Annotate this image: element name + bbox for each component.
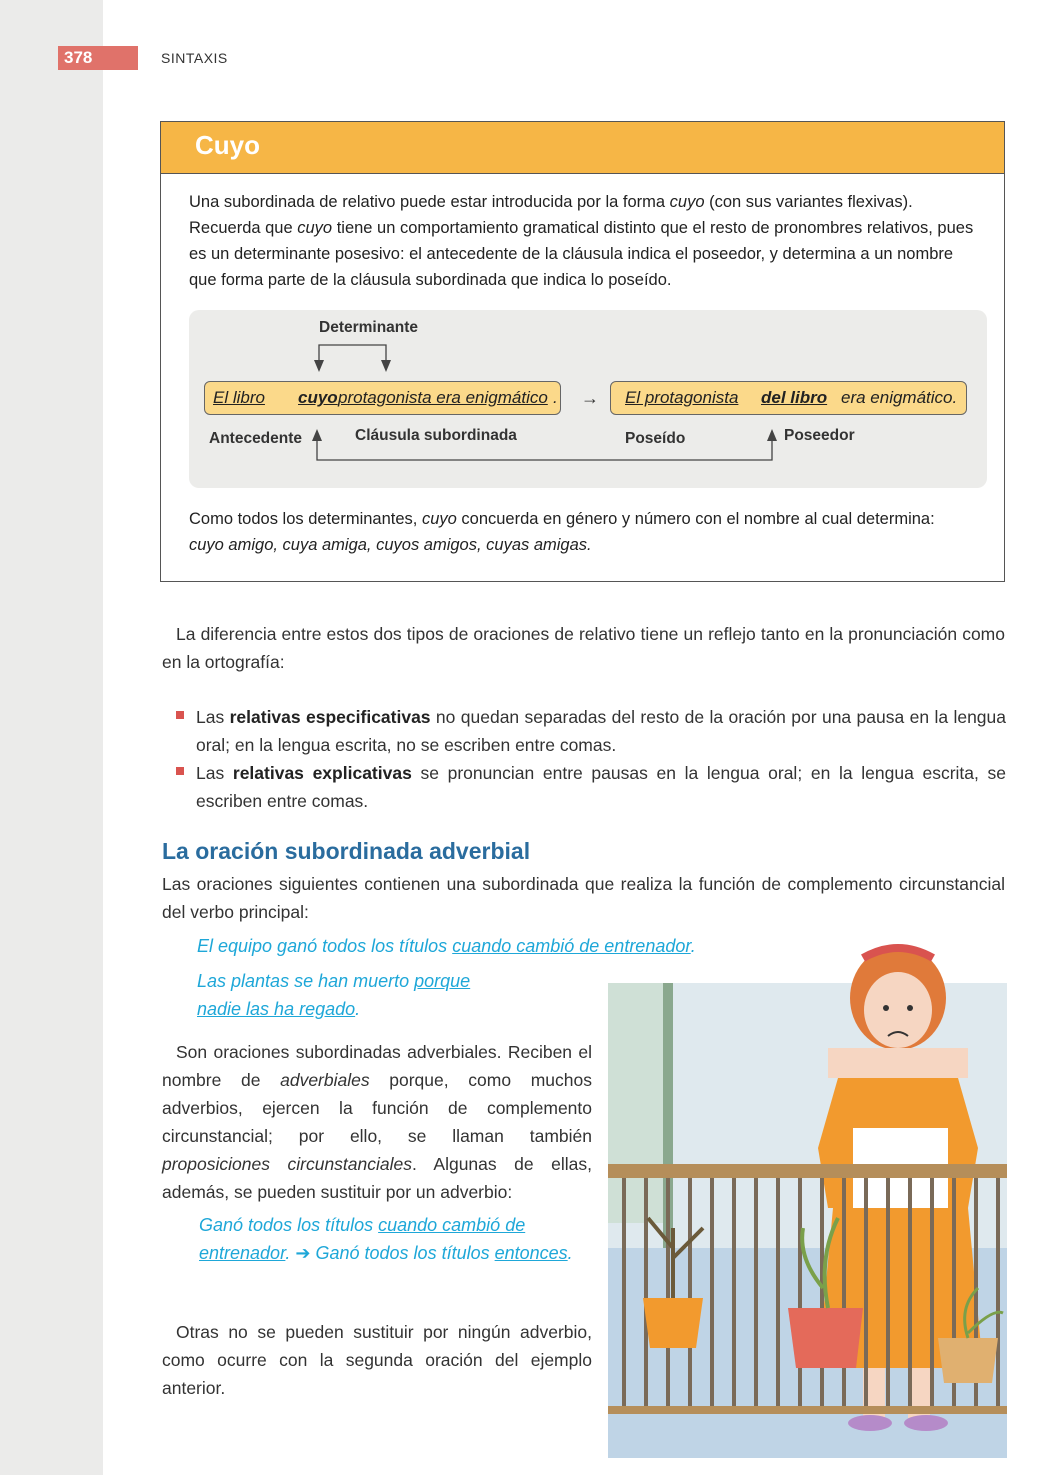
main-clause: Las plantas se han muerto (197, 971, 415, 991)
text-run: no quedan separadas del resto de la oración por una pausa en la lengua oral; en la lengua escrita, no se escriben entre comas. (196, 707, 1007, 755)
main-clause: Ganó todos los títulos (199, 1215, 379, 1235)
label-clausula-subordinada: Cláusula subordinada (355, 427, 517, 444)
bullet-marker (176, 767, 184, 775)
bullet-marker (176, 711, 184, 719)
subordinate-clause: protagonista era enigmático (338, 388, 548, 407)
relative-difference-paragraph: La diferencia entre estos dos tipos de oraciones de relativo tiene un reflejo tanto en la pronunciación como en la ortografía: (162, 624, 1005, 672)
label-poseedor: Poseedor (784, 427, 855, 444)
term-adverbiales: adverbiales (280, 1070, 370, 1090)
adverb-entonces: entonces (494, 1243, 568, 1263)
period: . (553, 388, 558, 407)
example-sentence-3 (199, 1211, 599, 1267)
box-outro-paragraph (189, 506, 979, 558)
label-determinante: Determinante (319, 319, 419, 336)
subordinate-clause: nadie las ha regado (197, 999, 356, 1019)
bullet-especificativas (196, 703, 1006, 759)
period: . (355, 999, 361, 1019)
box-intro-paragraph (189, 189, 979, 293)
antecedent-el-libro: El libro (213, 388, 265, 407)
example-sentence-2 (197, 967, 597, 1023)
term-especificativas: relativas especificativas (229, 707, 431, 727)
text-run: . Algunas de ellas, además, se pueden sustituir por un adverbio: (162, 1154, 592, 1202)
running-header: SINTAXIS (161, 50, 228, 66)
pill-paraphrase (610, 381, 967, 415)
page-margin-band (0, 0, 103, 1475)
label-poseido: Poseído (625, 430, 686, 447)
text-run: Las (196, 707, 230, 727)
text-run: concuerda en género y número con el nombre al cual determina: (456, 510, 935, 528)
period: . (567, 1243, 573, 1263)
subordinate-clause: cuando cambió de entrenador (199, 1215, 526, 1263)
cuyo-info-box (160, 121, 1005, 582)
text-run: se pronuncian entre pausas en la lengua oral; en la lengua escrita, se escriben entre comas. (196, 763, 1007, 811)
period: . (690, 936, 696, 956)
poseido-el-protagonista: El protagonista (625, 388, 739, 407)
adverbial-explanation-paragraph (162, 1038, 592, 1206)
section-heading: La oración subordinada adverbial (162, 838, 531, 864)
word-cuyo: cuyo (298, 388, 338, 407)
page-number: 378 (58, 46, 138, 70)
pill-original-sentence (204, 381, 561, 415)
bullet-explicativas (196, 759, 1006, 815)
adverbial-intro-paragraph: Las oraciones siguientes contienen una subordinada que realiza la función de complemento circunstancial del verbo principal: (162, 874, 1005, 922)
poseedor-del-libro: del libro (761, 388, 828, 407)
term-proposiciones: proposiciones circunstanciales (162, 1154, 412, 1174)
term-cuyo: cuyo (669, 193, 705, 211)
term-cuyo: cuyo (297, 219, 333, 237)
rest-era-enigmatico: era enigmático. (841, 388, 958, 407)
non-substitutable-paragraph: Otras no se pueden sustituir por ningún adverbio, como ocurre con la segunda oración del ejemplo anterior. (162, 1322, 592, 1398)
box-title-bar (161, 122, 1004, 174)
box-title: Cuyo (195, 130, 260, 160)
term-explicativas: relativas explicativas (232, 763, 412, 783)
text-run: Las (196, 763, 233, 783)
agreement-examples: cuyo amigo, cuya amiga, cuyos amigos, cuyas amigas. (189, 536, 592, 554)
cuyo-diagram (189, 310, 987, 488)
text-run: porque, como muchos adverbios, ejercen la función de complemento circunstancial; por ello, se llaman también (162, 1070, 592, 1146)
text-run: Una subordinada de relativo puede estar introducida por la forma (189, 193, 670, 211)
text-run: (con sus variantes flexivas). Recuerda que (189, 193, 913, 237)
subordinate-clause: cuando cambió de entrenador (452, 936, 691, 956)
subordinate-clause: porque (414, 971, 471, 991)
arrow-icon: → (581, 388, 599, 408)
label-antecedente: Antecedente (209, 430, 303, 447)
woman-balcony-illustration (608, 928, 1007, 1458)
substitution-arrow: . ➔ Ganó todos los títulos (285, 1243, 495, 1263)
text-run: tiene un comportamiento gramatical distinto que el resto de pronombres relativos, pues es un determinante posesivo: el antecedente de la cláusula indica el poseedor, y determina a un nombre que forma parte de la cláusula subordinada que indica lo poseído. (189, 219, 974, 289)
term-cuyo: cuyo (421, 510, 457, 528)
text-run: Son oraciones subordinadas adverbiales. Reciben el nombre de (162, 1042, 592, 1090)
main-clause: El equipo ganó todos los títulos (197, 936, 453, 956)
text-run: Como todos los determinantes, (189, 510, 422, 528)
